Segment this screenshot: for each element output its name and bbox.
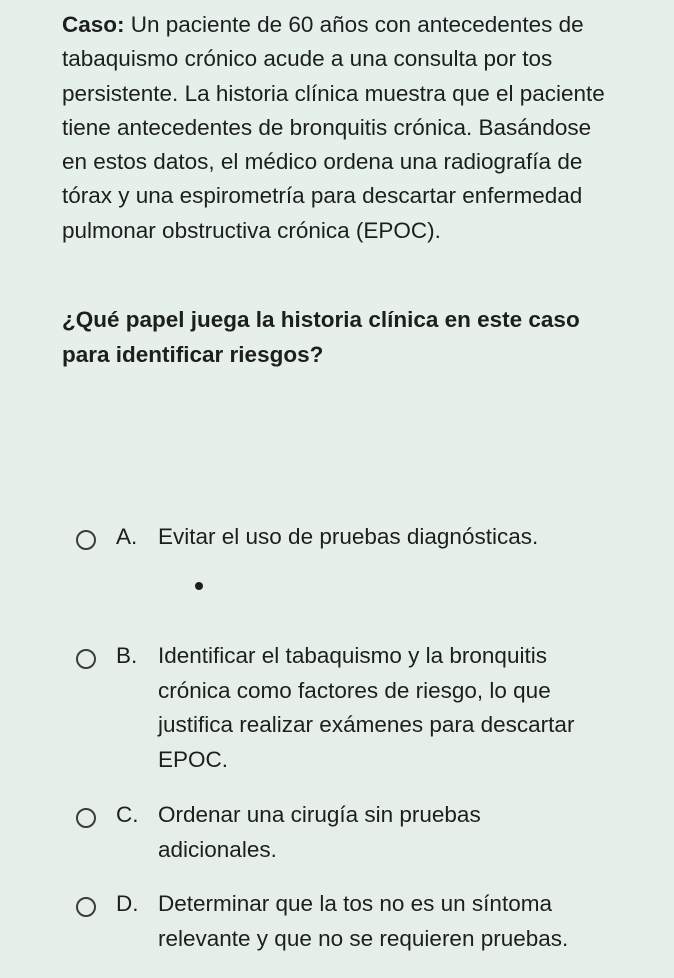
option-b-letter: B.: [116, 643, 138, 668]
option-a-text: Evitar el uso de pruebas diagnósticas.: [158, 524, 539, 549]
option-d-letter: D.: [116, 891, 139, 916]
option-a-radio[interactable]: [76, 530, 96, 550]
option-d-radio[interactable]: [76, 897, 96, 917]
option-b-radio[interactable]: [76, 649, 96, 669]
option-c-text: Ordenar una cirugía sin pruebas adicionales.: [158, 802, 481, 862]
option-c-letter: C.: [116, 802, 139, 827]
question-text: ¿Qué papel juega la historia clínica en este caso para identificar riesgos?: [62, 307, 580, 367]
case-description: [62, 8, 622, 248]
option-c-radio[interactable]: [76, 808, 96, 828]
case-label: Caso:: [62, 12, 125, 37]
option-d-text: Determinar que la tos no es un síntoma relevante y que no se requieren pruebas.: [158, 891, 569, 951]
bullet-dot: [195, 582, 203, 590]
case-text: Un paciente de 60 años con antecedentes de tabaquismo crónico acude a una consulta por tos persistente. La historia clínica muestra que el paciente tiene antecedentes de bronquitis crónica. Basándose en estos datos, el médico ordena una radiografía de tórax y una espirometría para descartar enfermedad pulmonar obstructiva crónica (EPOC).: [62, 12, 605, 243]
option-b-text: Identificar el tabaquismo y la bronquitis crónica como factores de riesgo, lo que justifica realizar exámenes para descartar EPOC.: [158, 643, 575, 772]
option-a-letter: A.: [116, 524, 138, 549]
